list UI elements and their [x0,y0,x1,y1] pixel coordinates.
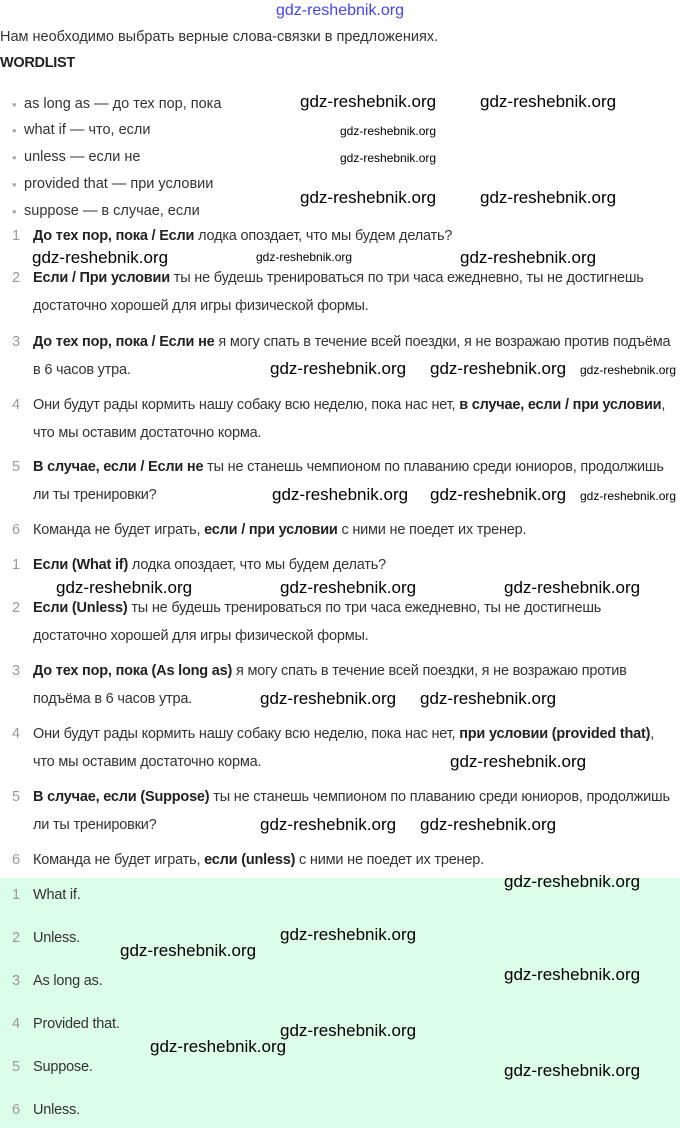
site-watermark-link[interactable]: gdz-reshebnik.org [275,2,405,19]
item-text-post: лодка опоздает, что мы будем делать? [128,557,386,573]
item-number: 5 [12,459,21,475]
bullet-icon: • [12,97,17,112]
wordlist-item-text: provided that — при условии [24,176,214,192]
watermark-text: gdz-reshebnik.org [260,815,397,834]
item-connector: в случае, если / при условии [459,397,662,413]
item-connector: Если / При условии [33,270,170,286]
item-connector: До тех пор, пока / Если не [33,334,215,350]
item-text-pre: Они будут рады кормить нашу собаку всю неделю, пока нас нет, [33,397,460,413]
watermark-text: gdz-reshebnik.org [580,363,677,377]
wordlist-heading: WORDLIST [0,55,75,71]
item-text-post: ты не будешь тренироваться по три часа ежедневно, ты не достигнешь достаточно хорошей для игры физической формы. [33,270,644,314]
bullet-icon: • [12,150,17,165]
item-text-post: ты не станешь чемпионом по плаванию среди юниоров, продолжишь ли ты тренировки? [33,789,670,833]
watermark-text: gdz-reshebnik.org [150,1037,287,1056]
intro-text: Нам необходимо выбрать верные слова-связки в предложениях. [0,29,439,45]
item-number: 1 [12,228,21,244]
watermark-text: gdz-reshebnik.org [270,359,407,378]
watermark-text: gdz-reshebnik.org [32,248,169,267]
bullet-icon: • [12,123,17,138]
item-connector: если (unless) [204,852,296,868]
item-text [33,595,675,650]
item-text-pre: Они будут рады кормить нашу собаку всю неделю, пока нас нет, [33,726,460,742]
item-connector: В случае, если (Suppose) [33,789,210,805]
item-number: 5 [12,789,21,805]
watermark-text: gdz-reshebnik.org [300,92,437,111]
answer-text: What if. [33,887,81,903]
item-text [33,223,675,251]
watermark-text: gdz-reshebnik.org [56,578,193,597]
wordlist-item-text: suppose — в случае, если [24,203,200,219]
item-connector: Если (Unless) [33,600,128,616]
answer-text: Provided that. [33,1016,120,1032]
item-text-pre: Команда не будет играть, [33,852,205,868]
item-number: 3 [12,334,21,350]
item-text [33,517,675,545]
item-text-post: я могу спать в течение всей поездки, я не возражаю против подъёма в 6 часов утра. [33,334,671,378]
item-text-pre: Команда не будет играть, [33,522,205,538]
answer-number: 2 [12,930,21,946]
answer-number: 1 [12,887,21,903]
answer-number: 4 [12,1016,21,1032]
watermark-text: gdz-reshebnik.org [420,815,557,834]
item-connector: при условии (provided that) [459,726,651,742]
item-text-post: , что мы оставим достаточно корма. [33,397,666,441]
wordlist-item-text: what if — что, если [24,122,151,138]
watermark-text: gdz-reshebnik.org [300,188,437,207]
watermark-text: gdz-reshebnik.org [340,124,437,138]
item-text-post: с ними не поедет их тренер. [337,522,527,538]
item-text [33,392,675,447]
item-connector: До тех пор, пока (As long as) [33,663,233,679]
watermark-text: gdz-reshebnik.org [504,1061,641,1080]
watermark-text: gdz-reshebnik.org [340,151,437,165]
watermark-text: gdz-reshebnik.org [460,248,597,267]
answer-text: Unless. [33,1102,80,1118]
watermark-text: gdz-reshebnik.org [450,752,587,771]
item-text-post: , что мы оставим достаточно корма. [33,726,655,770]
answers-panel [0,878,680,1128]
item-number: 4 [12,726,21,742]
item-number: 2 [12,270,21,286]
watermark-text: gdz-reshebnik.org [504,872,641,891]
item-text [33,847,675,875]
watermark-text: gdz-reshebnik.org [120,941,257,960]
item-text [33,552,675,580]
watermark-text: gdz-reshebnik.org [420,689,557,708]
watermark-text: gdz-reshebnik.org [430,359,567,378]
watermark-text: gdz-reshebnik.org [480,188,617,207]
watermark-text: gdz-reshebnik.org [256,250,353,264]
bullet-icon: • [12,177,17,192]
item-text [33,265,675,320]
answer-number: 6 [12,1102,21,1118]
watermark-text: gdz-reshebnik.org [430,485,567,504]
item-text-post: ты не станешь чемпионом по плаванию среди юниоров, продолжишь ли ты тренировки? [33,459,664,503]
answer-number: 3 [12,973,21,989]
watermark-text: gdz-reshebnik.org [272,485,409,504]
watermark-text: gdz-reshebnik.org [280,1021,417,1040]
answer-text: As long as. [33,973,103,989]
item-connector: В случае, если / Если не [33,459,204,475]
wordlist-item-text: unless — если не [24,149,141,165]
item-connector: если / при условии [204,522,338,538]
item-number: 1 [12,557,21,573]
answer-text: Suppose. [33,1059,93,1075]
watermark-text: gdz-reshebnik.org [580,489,677,503]
watermark-text: gdz-reshebnik.org [504,578,641,597]
item-number: 2 [12,600,21,616]
item-connector: До тех пор, пока / Если [33,228,195,244]
item-number: 6 [12,522,21,538]
item-number: 6 [12,852,21,868]
item-text-post: ты не будешь тренироваться по три часа ежедневно, ты не достигнешь достаточно хорошей для игры физической формы. [33,600,602,644]
answer-number: 5 [12,1059,21,1075]
item-text-post: лодка опоздает, что мы будем делать? [194,228,453,244]
watermark-text: gdz-reshebnik.org [280,578,417,597]
wordlist-item-text: as long as — до тех пор, пока [24,96,222,112]
item-number: 4 [12,397,21,413]
item-text-post: с ними не поедет их тренер. [295,852,484,868]
answer-text: Unless. [33,930,80,946]
item-connector: Если (What if) [33,557,129,573]
item-text-post: я могу спать в течение всей поездки, я не возражаю против подъёма в 6 часов утра. [33,663,627,707]
item-number: 3 [12,663,21,679]
bullet-icon: • [12,204,17,219]
watermark-text: gdz-reshebnik.org [280,925,417,944]
watermark-text: gdz-reshebnik.org [480,92,617,111]
watermark-text: gdz-reshebnik.org [504,965,641,984]
watermark-text: gdz-reshebnik.org [260,689,397,708]
